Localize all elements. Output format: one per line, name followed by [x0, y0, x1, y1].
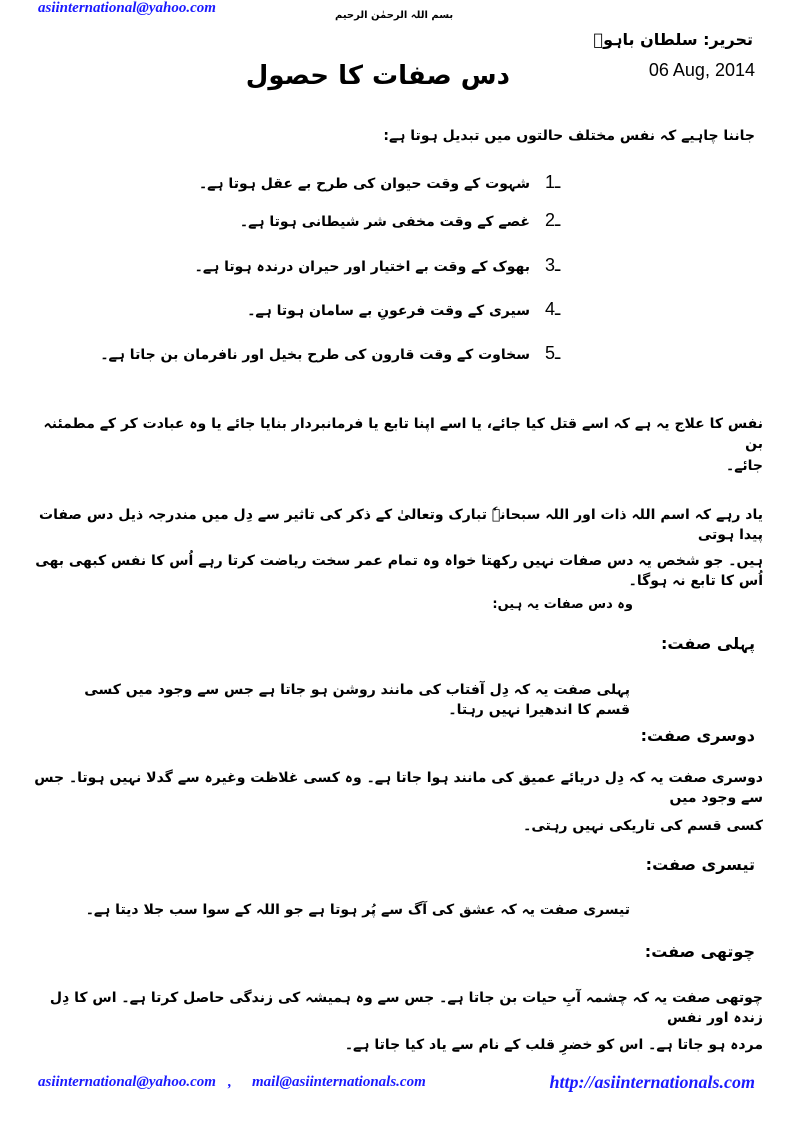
intro-text: جاننا چاہیے کہ نفس مختلف حالتوں میں تبدیل ہوتا ہے: — [383, 128, 755, 144]
paragraph-line: ہیں۔ جو شخص یہ دس صفات نہیں رکھتا خواہ وہ تمام عمر سخت ریاضت کرتا رہے اُس کا نفس کبھی بھی اُس کا تابع نہ ہوگا۔ — [35, 553, 763, 589]
list-number: 4ـ — [545, 299, 561, 319]
section-heading: دوسری صفت: — [640, 726, 755, 745]
list-number: 1ـ — [545, 172, 561, 192]
page-title: دس صفات کا حصول — [245, 61, 510, 91]
lead-text: وہ دس صفات یہ ہیں: — [492, 597, 633, 612]
section-text: تیسری صفت یہ کہ عشق کی آگ سے پُر ہوتا ہے جو اللہ کے سوا سب جلا دیتا ہے۔ — [85, 902, 630, 918]
list-number: 2ـ — [545, 210, 561, 230]
footer-email-link[interactable]: asiinternational@yahoo.com — [38, 1074, 216, 1090]
author-line: تحریر: سلطان باہوؒ — [593, 30, 753, 49]
paragraph-line: نفس کا علاج یہ ہے کہ اسے قتل کیا جائے، یا اسے اپنا تابع یا فرمانبردار بنایا جائے یا وہ عبادت کر کے مطمئنہ بن — [43, 416, 763, 452]
footer-separator: , — [228, 1074, 232, 1090]
list-item: غصے کے وقت مخفی شر شیطانی ہوتا ہے۔ — [239, 214, 530, 230]
list-item: بھوک کے وقت بے اختیار اور حیران درندہ ہوتا ہے۔ — [194, 259, 530, 275]
section-text: پہلی صفت یہ کہ دِل آفتاب کی مانند روشن ہو جاتا ہے جس سے وجود میں کسی قسم کا اندھیرا نہیں رہتا۔ — [84, 682, 630, 718]
section-heading: چوتھی صفت: — [644, 942, 755, 961]
section-heading: پہلی صفت: — [661, 634, 755, 653]
list-item: شہوت کے وقت حیوان کی طرح بے عقل ہوتا ہے۔ — [198, 176, 530, 192]
paragraph-line: جائے۔ — [725, 458, 763, 474]
footer-mail-link[interactable]: mail@asiinternationals.com — [252, 1074, 426, 1090]
list-number: 5ـ — [545, 343, 561, 363]
date: 06 Aug, 2014 — [648, 60, 755, 80]
paragraph-line: یاد رہے کہ اسم اللہ ذات اور اللہ سبحانہٗ تبارک وتعالیٰ کے ذکر کی تاثیر سے دِل میں مندرجہ ذیل دس صفات پیدا ہوتی — [39, 507, 763, 543]
list-number: 3ـ — [545, 255, 561, 275]
header-email-link[interactable]: asiinternational@yahoo.com — [38, 0, 216, 16]
section-text: کسی قسم کی تاریکی نہیں رہتی۔ — [523, 818, 763, 834]
section-text: مردہ ہو جاتا ہے۔ اس کو خضرِ قلب کے نام سے یاد کیا جاتا ہے۔ — [344, 1037, 763, 1053]
list-item: سخاوت کے وقت قارون کی طرح بخیل اور نافرمان بن جاتا ہے۔ — [100, 347, 530, 363]
list-item: سیری کے وقت فرعونِ بے سامان ہوتا ہے۔ — [247, 303, 530, 319]
footer-website-link[interactable]: http://asiinternationals.com — [549, 1072, 755, 1092]
section-text: دوسری صفت یہ کہ دِل دریائے عمیق کی مانند ہوا جاتا ہے۔ وہ کسی غلاظت وغیرہ سے گدلا نہیں ہوتا۔ جس سے وجود میں — [34, 770, 763, 806]
bismillah: بسم اللہ الرحمٰن الرحیم — [335, 10, 454, 21]
section-heading: تیسری صفت: — [645, 855, 755, 874]
section-text: چوتھی صفت یہ کہ چشمہ آبِ حیات بن جاتا ہے۔ جس سے وہ ہمیشہ کی زندگی حاصل کرتا ہے۔ اس کا دِل زندہ اور نفس — [49, 990, 763, 1026]
